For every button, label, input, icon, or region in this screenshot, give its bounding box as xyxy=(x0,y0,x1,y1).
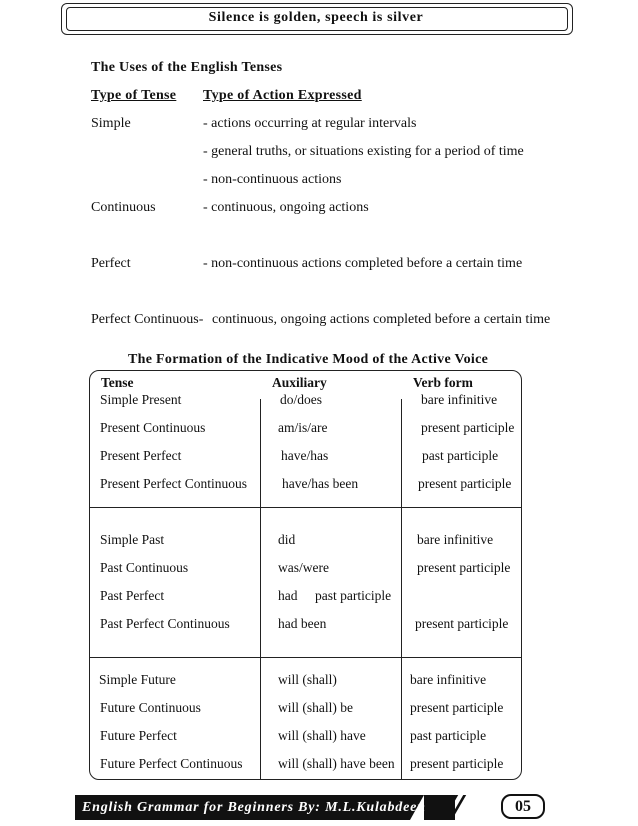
table-cell-tense: Simple Present xyxy=(100,392,182,407)
table-cell-auxiliary: did xyxy=(278,532,296,547)
table-cell-verb-form: bare infinitive xyxy=(410,672,487,687)
table-cell-verb-form: bare infinitive xyxy=(417,532,494,547)
table-header-auxiliary: Auxiliary xyxy=(272,375,327,390)
formation-title: The Formation of the Indicative Mood of the Active Voice xyxy=(128,352,489,367)
table-cell-auxiliary: was/were xyxy=(278,560,329,575)
uses-tense-simple: Simple xyxy=(91,116,131,131)
table-cell-verb-form: present participle xyxy=(410,700,504,715)
col-type-of-action: Type of Action Expressed xyxy=(203,88,362,103)
table-cell-verb-form: present participle xyxy=(417,560,511,575)
table-cell-tense: Present Perfect xyxy=(100,448,182,463)
uses-tense-continuous: Continuous xyxy=(91,200,156,215)
uses-action: - non-continuous actions completed before a certain time xyxy=(203,256,523,271)
header-title: Silence is golden, speech is silver xyxy=(208,10,424,25)
table-cell-tense: Present Continuous xyxy=(100,420,206,435)
table-cell-tense: Future Continuous xyxy=(100,700,201,715)
uses-tense-perfect: Perfect xyxy=(91,256,131,271)
table-cell-auxiliary: will (shall) have xyxy=(278,728,366,743)
table-cell-verb-form: present participle xyxy=(418,476,512,491)
uses-title: The Uses of the English Tenses xyxy=(91,60,283,75)
uses-action: - non-continuous actions xyxy=(203,172,342,187)
group-divider xyxy=(90,507,521,508)
table-cell-auxiliary: have/has been xyxy=(282,476,359,491)
table-header-verb-form: Verb form xyxy=(413,375,473,390)
table-cell-auxiliary: had been xyxy=(278,616,327,631)
table-cell-auxiliary: do/does xyxy=(280,392,322,407)
table-cell-verb-form: present participle xyxy=(421,420,515,435)
table-cell-tense: Past Perfect Continuous xyxy=(100,616,230,631)
column-divider xyxy=(260,399,261,779)
table-cell-auxiliary: will (shall) have been xyxy=(278,756,395,771)
column-divider xyxy=(401,399,402,779)
table-cell-tense: Future Perfect Continuous xyxy=(100,756,243,771)
table-cell-tense: Simple Past xyxy=(100,532,165,547)
uses-action: - actions occurring at regular intervals xyxy=(203,116,417,131)
table-cell-verb-form: present participle xyxy=(415,616,509,631)
group-divider xyxy=(90,657,521,658)
table-cell-tense: Simple Future xyxy=(99,672,176,687)
table-cell-auxiliary: am/is/are xyxy=(278,420,328,435)
table-header-tense: Tense xyxy=(101,375,134,390)
uses-action: - general truths, or situations existing for a period of time xyxy=(203,144,524,159)
table-cell-verb-form: present participle xyxy=(410,756,504,771)
table-cell-auxiliary: will (shall) be xyxy=(278,700,353,715)
table-cell-verb-form: past participle xyxy=(422,448,499,463)
table-cell-verb-form: past participle xyxy=(410,728,487,743)
table-cell-auxiliary: will (shall) xyxy=(278,672,337,687)
footer-text: English Grammar for Beginners By: M.L.Kulabdeen xyxy=(82,800,426,815)
uses-action: - continuous, ongoing actions xyxy=(203,200,369,215)
page-number: 05 xyxy=(501,794,545,819)
table-cell-verb-form: past participle xyxy=(315,588,392,603)
table-cell-tense: Future Perfect xyxy=(100,728,177,743)
table-cell-tense: Past Continuous xyxy=(100,560,189,575)
table-cell-tense: Present Perfect Continuous xyxy=(100,476,247,491)
table-cell-verb-form: bare infinitive xyxy=(421,392,498,407)
col-type-of-tense: Type of Tense xyxy=(91,88,177,103)
uses-tense-perfect-continuous: Perfect Continuous- xyxy=(91,312,204,327)
uses-action: continuous, ongoing actions completed before a certain time xyxy=(212,312,551,327)
table-cell-tense: Past Perfect xyxy=(100,588,165,603)
table-cell-auxiliary: had xyxy=(278,588,298,603)
table-cell-auxiliary: have/has xyxy=(281,448,329,463)
